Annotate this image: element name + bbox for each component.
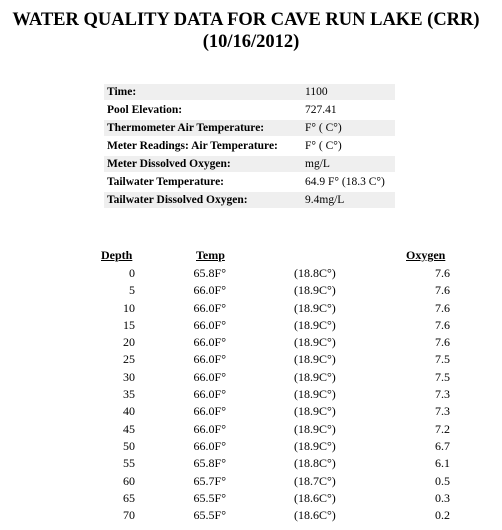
oxygen-cell: 7.3: [435, 404, 450, 419]
temp-f-cell: 66.0F°: [193, 317, 226, 332]
oxygen-cell: 0.5: [435, 473, 450, 488]
depth-cell: 25: [123, 352, 135, 367]
temp-f-cell: 65.8F°: [193, 456, 226, 471]
temp-f-cell: 65.5F°: [193, 508, 226, 523]
oxygen-cell: 6.1: [435, 456, 450, 471]
oxygen-cell: 7.2: [435, 421, 450, 436]
depth-cell: 65: [123, 490, 135, 505]
page-title: WATER QUALITY DATA FOR CAVE RUN LAKE (CRR): [12, 10, 480, 30]
info-row-meter-air-temp: [104, 138, 395, 154]
info-value: 64.9 F° (18.3 C°): [305, 176, 385, 188]
conditions-table: [104, 82, 395, 210]
table-row: [0, 316, 502, 333]
info-row-meter-dissolved-oxygen: [104, 156, 395, 172]
table-row: [0, 350, 502, 367]
info-value: 727.41: [305, 104, 337, 116]
temp-c-cell: (18.9C°): [294, 283, 336, 298]
depth-cell: 60: [123, 473, 135, 488]
depth-column-header: Depth: [101, 248, 133, 262]
info-value: mg/L: [302, 156, 395, 172]
depth-profile-table: [0, 264, 502, 523]
info-label: Tailwater Temperature:: [107, 176, 225, 188]
table-row: [0, 299, 502, 316]
info-label: Pool Elevation:: [107, 104, 183, 116]
oxygen-cell: 7.5: [435, 369, 450, 384]
depth-cell: 55: [123, 456, 135, 471]
info-value: F° ( C°): [302, 120, 395, 136]
temp-f-cell: 66.0F°: [193, 335, 226, 350]
oxygen-cell: 6.7: [435, 438, 450, 453]
temp-f-cell: 66.0F°: [193, 369, 226, 384]
temp-c-cell: (18.9C°): [294, 335, 336, 350]
temp-c-cell: (18.9C°): [294, 404, 336, 419]
temp-c-cell: (18.9C°): [294, 300, 336, 315]
table-row: [0, 454, 502, 471]
table-row: [0, 420, 502, 437]
depth-cell: 70: [123, 508, 135, 523]
info-row-time: [104, 84, 395, 100]
temp-c-cell: (18.6C°): [294, 490, 336, 505]
depth-cell: 45: [123, 421, 135, 436]
table-row: [0, 368, 502, 385]
temp-c-cell: (18.9C°): [294, 438, 336, 453]
temp-c-cell: (18.8C°): [294, 266, 336, 280]
info-row-tailwater-dissolved-oxygen: [104, 192, 395, 208]
page-date: (10/16/2012): [202, 32, 300, 52]
info-label: Thermometer Air Temperature:: [104, 120, 302, 136]
temp-f-cell: 66.0F°: [193, 404, 226, 419]
temp-f-cell: 65.7F°: [193, 473, 226, 488]
info-label: Tailwater Dissolved Oxygen:: [104, 192, 302, 208]
oxygen-cell: 7.5: [435, 352, 450, 367]
table-row: [0, 385, 502, 402]
oxygen-column-header: Oxygen: [406, 248, 446, 262]
depth-cell: 35: [123, 387, 135, 402]
info-label: Time:: [104, 84, 302, 100]
table-row: [0, 264, 502, 281]
temp-f-cell: 66.0F°: [193, 421, 226, 436]
table-row: [0, 333, 502, 350]
depth-cell: 40: [123, 404, 135, 419]
depth-cell: 5: [129, 283, 135, 298]
table-row: [0, 281, 502, 298]
table-row: [0, 506, 502, 523]
oxygen-cell: 0.2: [435, 508, 450, 523]
info-label: Meter Readings: Air Temperature:: [107, 140, 278, 152]
temp-f-cell: 65.8F°: [193, 266, 226, 280]
table-row: [0, 402, 502, 419]
table-row: [0, 489, 502, 506]
temp-f-cell: 66.0F°: [193, 352, 226, 367]
temp-f-cell: 65.5F°: [193, 490, 226, 505]
oxygen-cell: 7.6: [435, 317, 450, 332]
temp-c-cell: (18.9C°): [294, 369, 336, 384]
temp-c-cell: (18.8C°): [294, 456, 336, 471]
oxygen-cell: 7.3: [435, 387, 450, 402]
depth-cell: 0: [129, 266, 135, 280]
temp-f-cell: 66.0F°: [193, 283, 226, 298]
temp-f-cell: 66.0F°: [193, 387, 226, 402]
depth-cell: 15: [123, 317, 135, 332]
oxygen-cell: 7.6: [435, 300, 450, 315]
depth-cell: 10: [123, 300, 135, 315]
info-row-pool-elevation: [104, 102, 395, 118]
info-value: 1100: [302, 84, 395, 100]
temp-f-cell: 66.0F°: [193, 438, 226, 453]
oxygen-cell: 7.6: [435, 335, 450, 350]
depth-cell: 20: [123, 335, 135, 350]
temp-f-cell: 66.0F°: [193, 300, 226, 315]
temp-c-cell: (18.7C°): [294, 473, 336, 488]
temp-c-cell: (18.9C°): [294, 317, 336, 332]
info-value: F° ( C°): [305, 140, 342, 152]
temp-c-cell: (18.9C°): [294, 352, 336, 367]
table-row: [0, 472, 502, 489]
oxygen-cell: 7.6: [435, 283, 450, 298]
info-row-tailwater-temp: [104, 174, 395, 190]
temp-c-cell: (18.9C°): [294, 421, 336, 436]
oxygen-cell: 7.6: [435, 266, 450, 280]
temp-column-header: Temp: [196, 248, 225, 262]
table-row: [0, 437, 502, 454]
oxygen-cell: 0.3: [435, 490, 450, 505]
depth-cell: 50: [123, 438, 135, 453]
temp-c-cell: (18.9C°): [294, 387, 336, 402]
info-label: Meter Dissolved Oxygen:: [104, 156, 302, 172]
info-value: 9.4mg/L: [302, 192, 395, 208]
info-row-thermometer-air-temp: [104, 120, 395, 136]
depth-cell: 30: [123, 369, 135, 384]
temp-c-cell: (18.6C°): [294, 508, 336, 523]
